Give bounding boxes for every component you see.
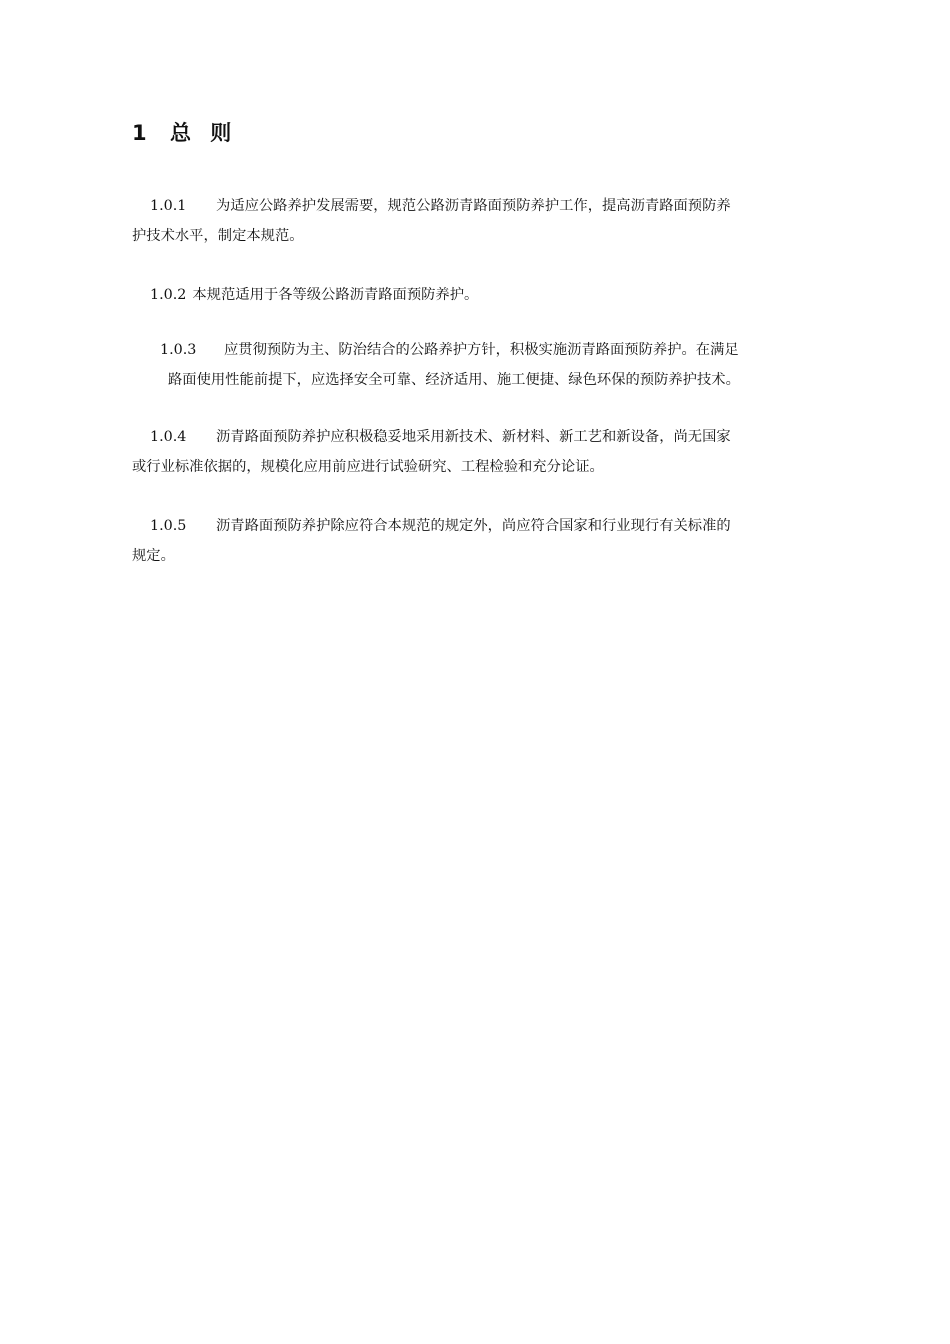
clause-line <box>132 422 731 452</box>
clause-line <box>150 280 478 310</box>
clause-text: 本规范适用于各等级公路沥青路面预防养护。 <box>192 287 479 303</box>
clause-text: 应贯彻预防为主、防治结合的公路养护方针，积极实施沥青路面预防养护。在满足 <box>224 342 739 358</box>
clause-code: 1.0.3 <box>160 342 197 358</box>
clause-line <box>132 511 731 541</box>
clause-1-0-3 <box>160 335 740 395</box>
clause-text: 沥青路面预防养护除应符合本规范的规定外，尚应符合国家和行业现行有关标准的 <box>216 518 731 534</box>
clause-line <box>132 191 731 221</box>
clause-line <box>160 335 740 365</box>
clause-line: 护技术水平，制定本规范。 <box>132 228 304 244</box>
clause-1-0-5 <box>132 511 731 571</box>
clause-text: 沥青路面预防养护应积极稳妥地采用新技术、新材料、新工艺和新设备，尚无国家 <box>216 429 731 445</box>
clause-1-0-1 <box>132 191 731 251</box>
clause-code: 1.0.1 <box>150 198 187 214</box>
chapter-number: 1 <box>132 121 153 145</box>
clause-1-0-4 <box>132 422 731 482</box>
clause-text: 为适应公路养护发展需要，规范公路沥青路面预防养护工作，提高沥青路面预防养 <box>216 198 731 214</box>
chapter-title: 总 则 <box>169 121 238 145</box>
clause-code: 1.0.4 <box>150 429 187 445</box>
chapter-heading <box>132 116 237 150</box>
clause-1-0-2 <box>150 280 478 310</box>
clause-line: 或行业标准依据的，规模化应用前应进行试验研究、工程检验和充分论证。 <box>132 459 604 475</box>
clause-line: 路面使用性能前提下，应选择安全可靠、经济适用、施工便捷、绿色环保的预防养护技术。 <box>168 372 740 388</box>
clause-code: 1.0.5 <box>150 518 187 534</box>
clause-code: 1.0.2 <box>150 287 187 303</box>
clause-line: 规定。 <box>132 548 175 564</box>
